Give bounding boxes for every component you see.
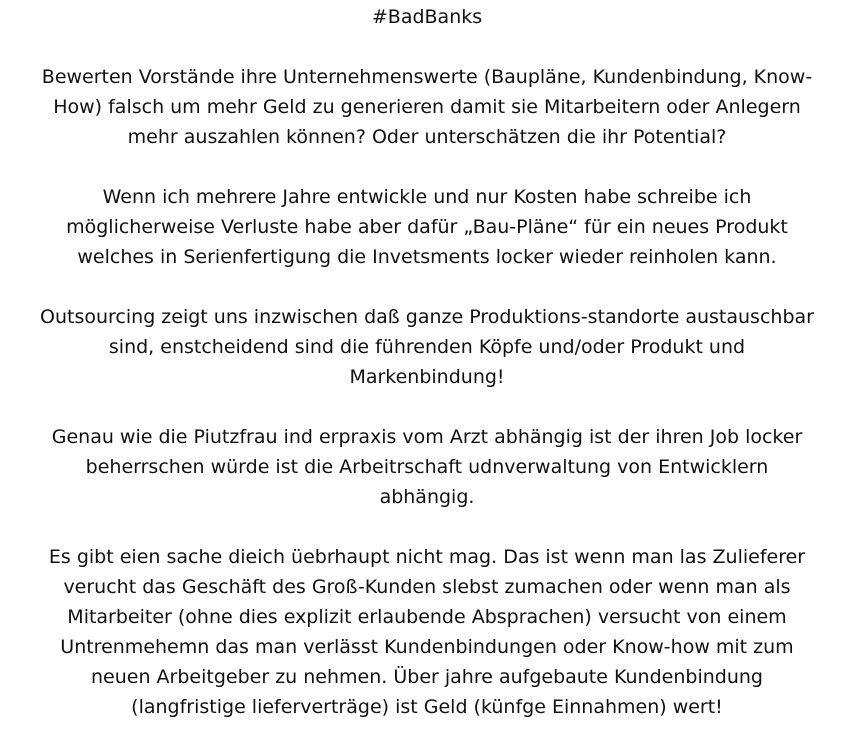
paragraph-2-line-3: welches in Serienfertigung die Invetsments locker wieder reinholen kann.: [77, 246, 777, 268]
paragraph-3: [10, 302, 844, 392]
paragraph-1-line-1: Bewerten Vorstände ihre Unternehmenswerte (Baupläne, Kundenbindung, Know-: [41, 66, 813, 88]
paragraph-4-line-3: abhängig.: [379, 486, 475, 508]
paragraph-3-line-2: sind, enstcheidend sind die führenden Köpfe und/oder Produkt und: [108, 336, 746, 358]
paragraph-4: [10, 422, 844, 512]
paragraph-3-line-1: Outsourcing zeigt uns inzwischen daß ganze Produktions-standorte austauschbar: [40, 306, 814, 328]
document-title: #BadBanks: [371, 6, 483, 28]
paragraph-5-line-6: (langfristige lieferverträge) ist Geld (künfge Einnahmen) wert!: [131, 696, 723, 718]
paragraph-1: [10, 62, 844, 152]
paragraph-5-line-3: Mitarbeiter (ohne dies explizit erlaubende Absprachen) versucht von einem: [67, 606, 787, 628]
paragraph-1-line-3: mehr auszahlen können? Oder unterschätzen die ihr Potential?: [127, 126, 727, 148]
paragraph-4-line-1: Genau wie die Piutzfrau ind erpraxis vom Arzt abhängig ist der ihren Job locker: [51, 426, 803, 448]
paragraph-4-line-2: beherrschen würde ist die Arbeitrschaft udnverwaltung von Entwicklern: [85, 456, 769, 478]
paragraph-5-line-1: Es gibt eien sache dieich üebrhaupt nicht mag. Das ist wenn man las Zulieferer: [48, 546, 806, 568]
paragraph-3-line-3: Markenbindung!: [349, 366, 505, 388]
paragraph-5-line-5: neuen Arbeitgeber zu nehmen. Über jahre aufgebaute Kundenbindung: [91, 666, 763, 688]
paragraph-1-line-2: How) falsch um mehr Geld zu generieren damit sie Mitarbeitern oder Anlegern: [53, 96, 801, 118]
paragraph-2: [10, 182, 844, 272]
paragraph-2-line-2: möglicherweise Verluste habe aber dafür „Bau-Pläne“ für ein neues Produkt: [66, 216, 788, 238]
paragraph-5: [10, 542, 844, 722]
paragraph-5-line-4: Untrenmehemn das man verlässt Kundenbindungen oder Know-how mit zum: [60, 636, 794, 658]
paragraph-2-line-1: Wenn ich mehrere Jahre entwickle und nur Kosten habe schreibe ich: [102, 186, 752, 208]
paragraph-5-line-2: verucht das Geschäft des Groß-Kunden slebst zumachen oder wenn man als: [63, 576, 791, 598]
